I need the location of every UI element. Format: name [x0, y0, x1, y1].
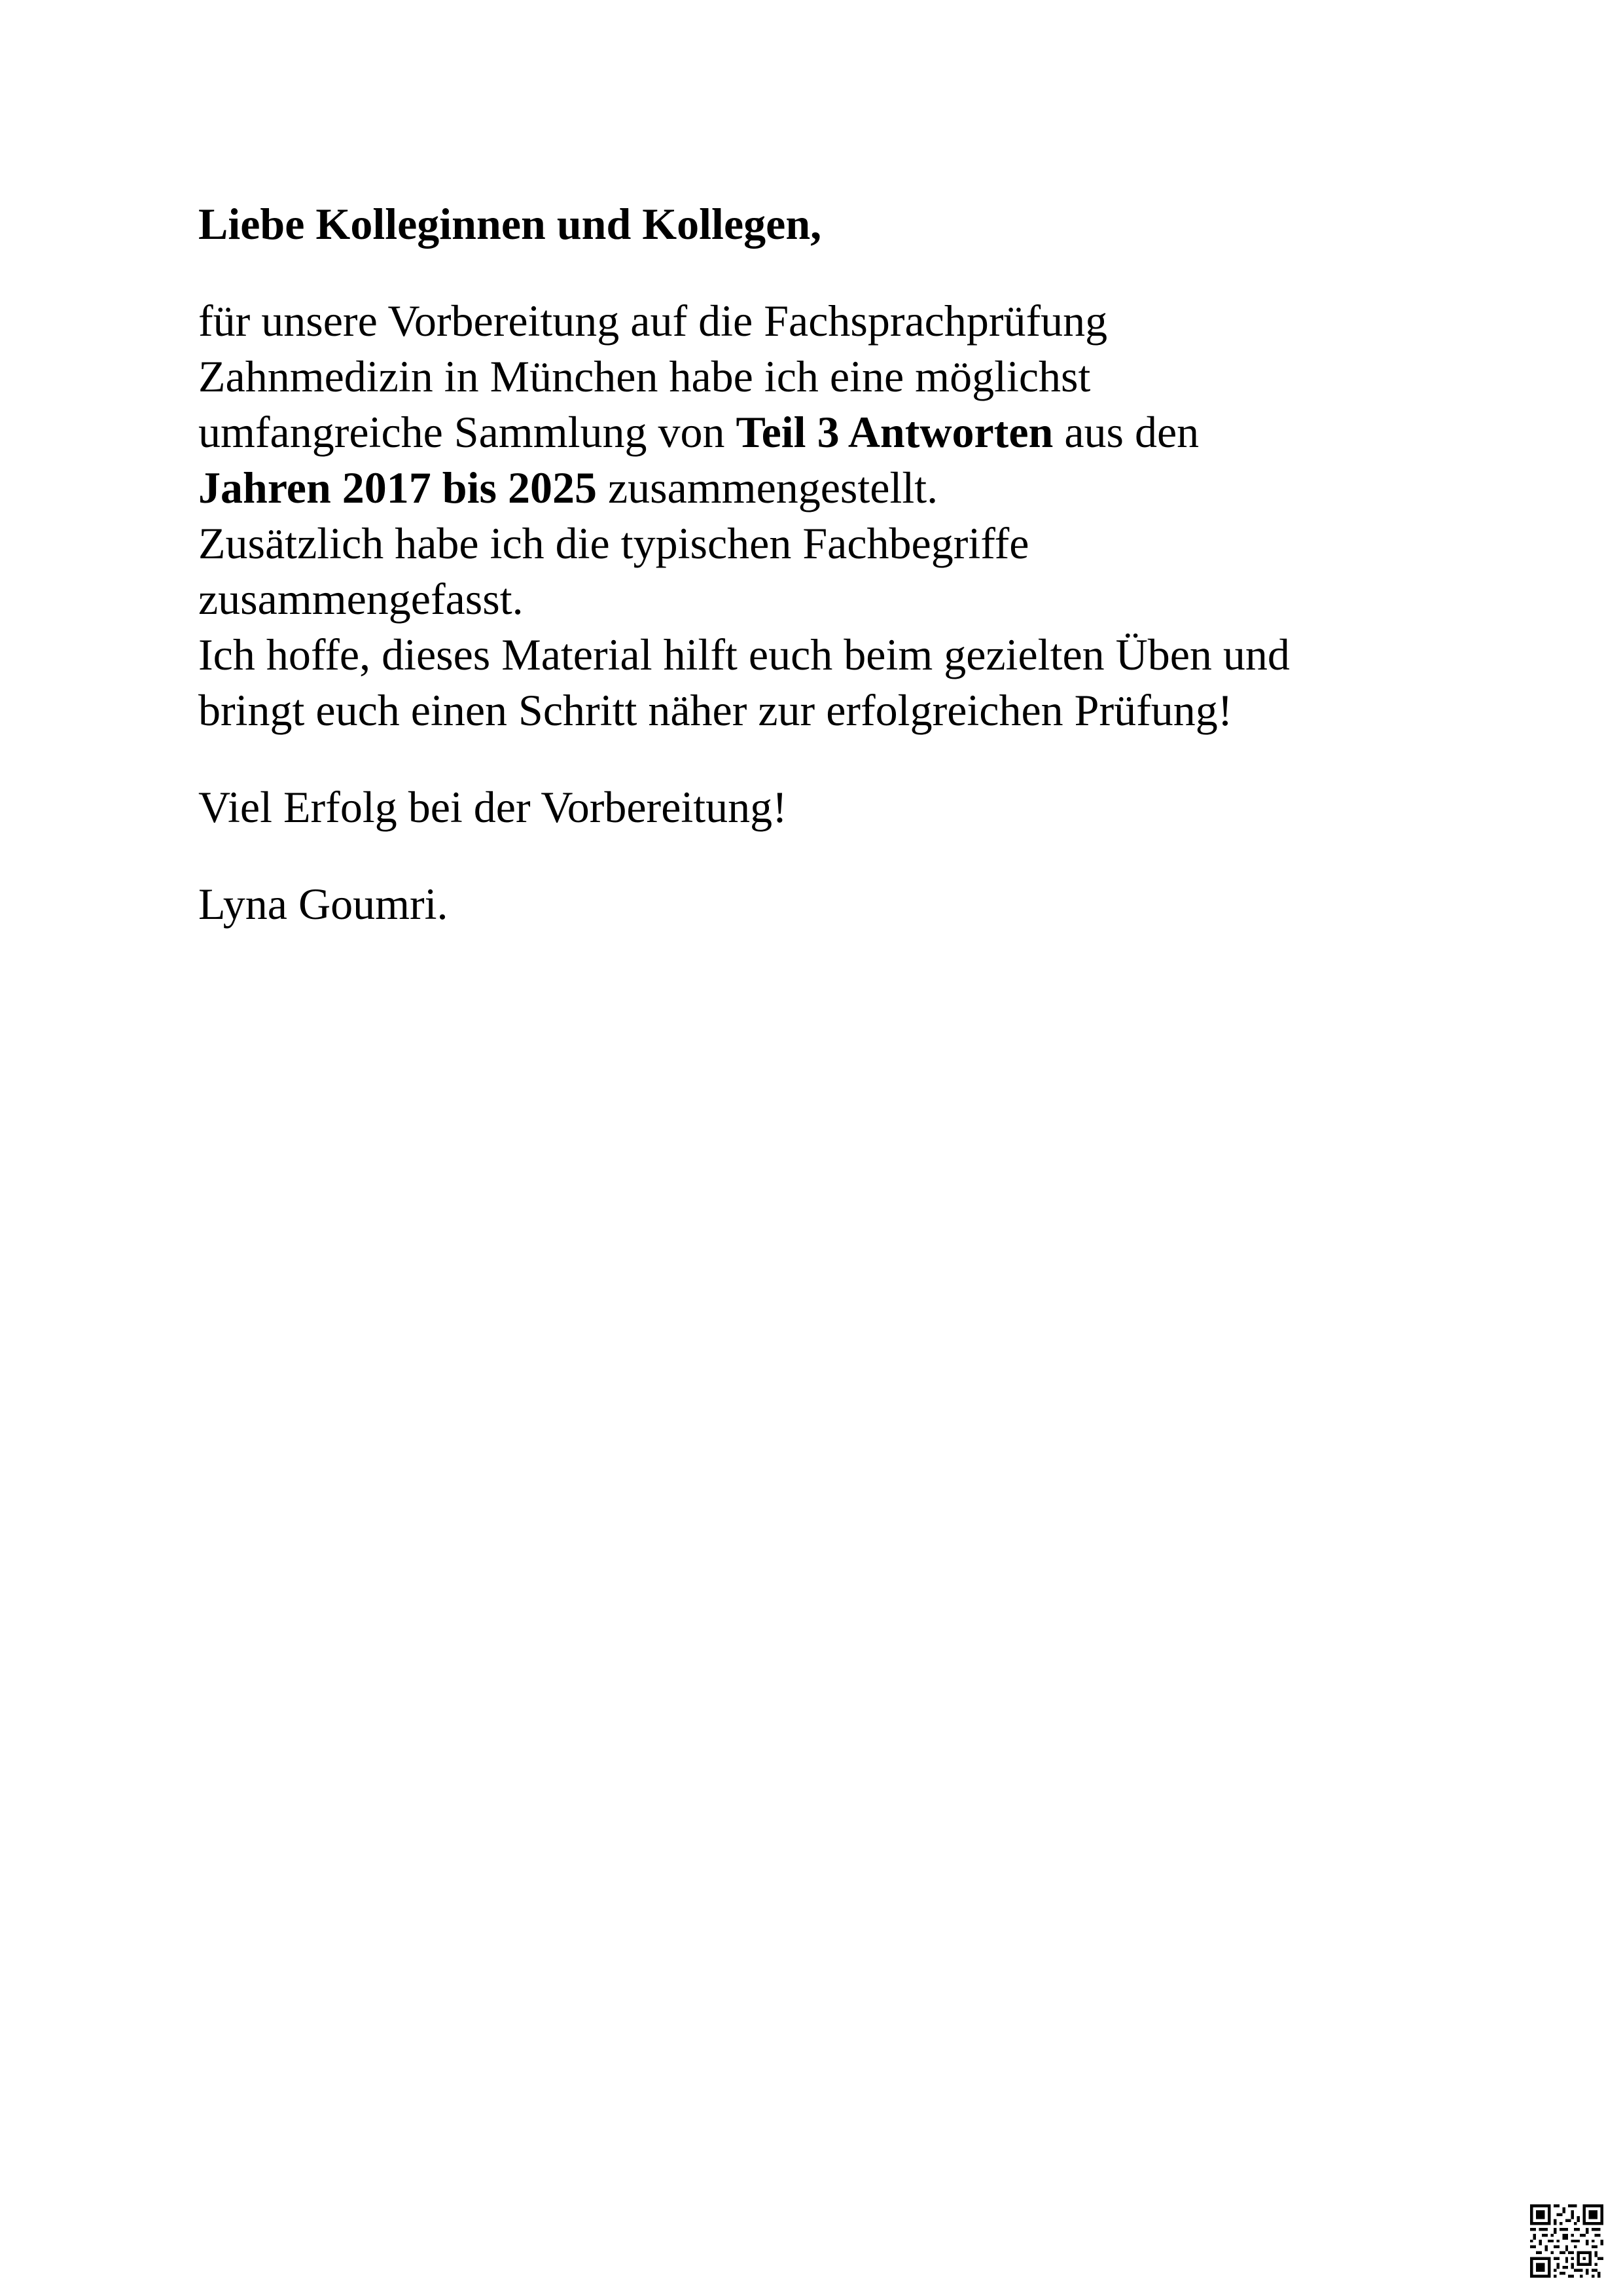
body-text: bringt euch einen Schritt näher zur erfolgreichen Prüfung! [198, 685, 1233, 735]
qr-code-icon [1530, 2204, 1603, 2278]
greeting: Liebe Kolleginnen und Kollegen, [198, 199, 822, 249]
letter-body [198, 196, 1442, 932]
body-line [198, 293, 1442, 349]
body-text: zusammengefasst. [198, 574, 524, 624]
body-line [198, 571, 1442, 627]
body-line [198, 516, 1442, 571]
body-line [198, 683, 1442, 738]
body-text: für unsere Vorbereitung auf die Fachsprachprüfung [198, 296, 1108, 346]
body-paragraph [198, 293, 1442, 738]
qr-code-graphic [1530, 2204, 1603, 2278]
body-line [198, 627, 1442, 683]
body-text: Zahnmedizin in München habe ich eine möglichst [198, 351, 1091, 401]
closing: Viel Erfolg bei der Vorbereitung! [198, 782, 787, 832]
body-text: umfangreiche Sammlung von [198, 407, 736, 457]
body-line [198, 349, 1442, 404]
body-text: Zusätzlich habe ich die typischen Fachbegriffe [198, 518, 1029, 568]
body-text: aus den [1053, 407, 1200, 457]
body-text: Ich hoffe, dieses Material hilft euch beim gezielten Üben und [198, 630, 1290, 679]
body-text: zusammengestellt. [596, 463, 938, 512]
body-line [198, 404, 1442, 460]
body-text-bold: Jahren 2017 bis 2025 [198, 463, 597, 512]
body-line [198, 460, 1442, 516]
body-text-bold: Teil 3 Antworten [736, 407, 1054, 457]
signature: Lyna Goumri. [198, 879, 448, 929]
